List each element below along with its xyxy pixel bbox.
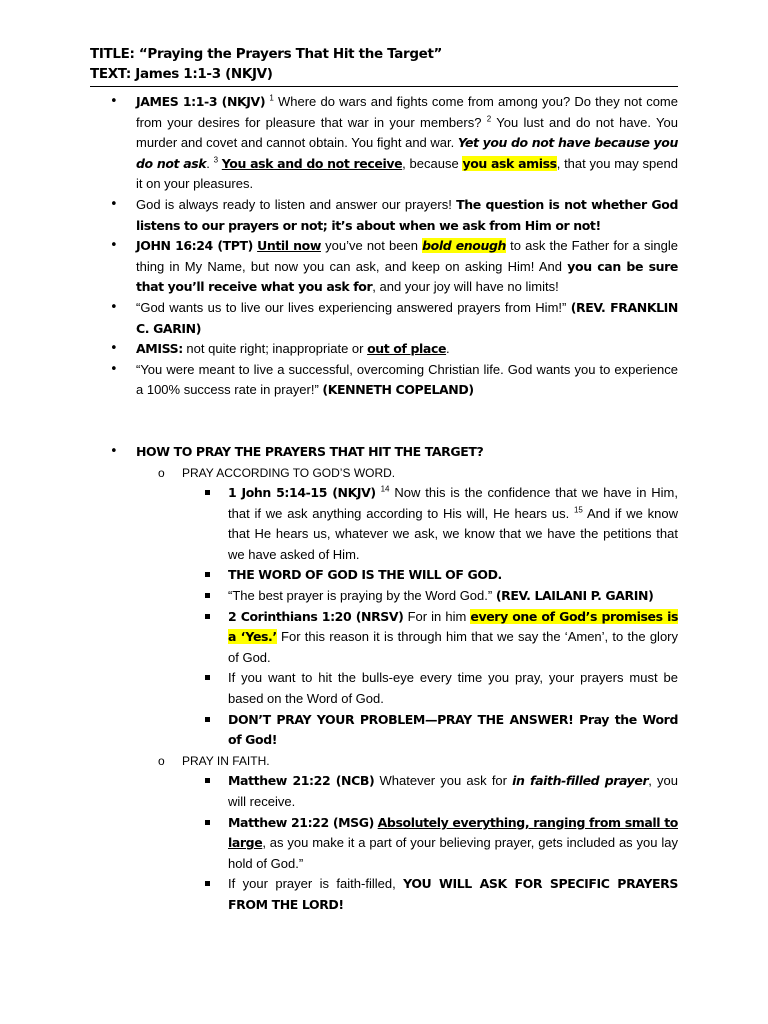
text-run: , you will receive. (228, 773, 679, 809)
text-run: to ask the Father for a single thing in My Name, but now you can ask, and keep on asking Him! And (136, 238, 678, 274)
header-divider (90, 86, 678, 87)
howto-list (90, 442, 678, 916)
text-run: , that you may spend it on your pleasures. (136, 155, 678, 192)
document-header (90, 44, 678, 87)
text-run: in faith-filled prayer (512, 773, 649, 789)
list-item (182, 586, 678, 607)
subsection-label: PRAY ACCORDING TO GOD’S WORD. (182, 465, 396, 480)
text-run: , as you make it a part of your believing prayer, gets included as you lay hold of God.” (228, 835, 678, 871)
subsection-items (182, 483, 678, 751)
text-run: you’ve not been (321, 238, 423, 254)
list-item (182, 668, 678, 709)
intro-list (90, 92, 678, 401)
text-run: . (206, 155, 214, 171)
text-run: (REV. FRANKLIN C. GARIN) (136, 299, 678, 336)
howto-heading-text (136, 444, 483, 459)
text-run: And if we know that He hears us, whatever we ask, we know that we have the petitions that we have asked of Him. (228, 505, 678, 562)
verse-number: 1 (269, 93, 274, 103)
list-item (182, 771, 678, 812)
subsection-faith (136, 751, 678, 916)
text-run: you can be sure that you’ll receive what you ask for (136, 258, 678, 295)
subsection-items (182, 771, 678, 915)
text-run: “God wants us to live our lives experiencing answered prayers from Him!” (136, 299, 571, 315)
verse-number: 14 (380, 484, 390, 494)
howto-subsections (136, 463, 678, 916)
text-run: Matthew 21:22 (MSG) (228, 814, 374, 830)
intro-item (90, 298, 678, 339)
text-run: YOU WILL ASK FOR SPECIFIC PRAYERS FROM THE LORD! (228, 876, 678, 912)
intro-item (90, 195, 678, 236)
list-item (182, 483, 678, 565)
text-run: HOW TO PRAY THE PRAYERS THAT HIT THE TARGET? (136, 443, 484, 459)
text-run: every one of God’s promises is a ‘Yes.’ (228, 608, 679, 645)
intro-item (90, 360, 678, 401)
list-item (182, 710, 678, 751)
text-run: If you want to hit the bulls-eye every time you pray, your prayers must be based on the Word of God. (228, 670, 678, 707)
text-run: JAMES 1:1-3 (NKJV) (136, 94, 266, 109)
text-run: DON’T PRAY YOUR PROBLEM—PRAY THE ANSWER! Pray the Word of God! (228, 711, 678, 748)
text-run: , and your joy will have no limits! (372, 279, 559, 295)
text-run: JOHN 16:24 (TPT) (136, 238, 253, 254)
list-item (182, 813, 678, 875)
text-run: , because (402, 155, 463, 171)
text-run: out of place (367, 341, 447, 357)
subsection-word (136, 463, 678, 751)
text-run: Whatever you ask for (374, 773, 513, 789)
text-run: (REV. LAILANI P. GARIN) (495, 588, 654, 604)
intro-item (90, 339, 678, 360)
text-run: For in him (403, 608, 471, 624)
text-run: not quite right; inappropriate or (182, 341, 368, 357)
list-item (182, 607, 678, 669)
text-run: . (446, 341, 450, 357)
text-run: Now this is the confidence that we have in Him, that if we ask anything according to His will, He hears us. (228, 485, 678, 521)
text-run: If your prayer is faith-filled, (228, 876, 404, 892)
text-run: (KENNETH COPELAND) (322, 382, 474, 398)
text-run: God is always ready to listen and answer our prayers! (136, 196, 457, 212)
text-run: For this reason it is through him that we say the ‘Amen’, to the glory of God. (228, 629, 678, 665)
text-run: 1 John 5:14-15 (NKJV) (228, 485, 376, 501)
sermon-title: TITLE: “Praying the Prayers That Hit the Target” (90, 46, 443, 62)
text-run: Matthew 21:22 (NCB) (228, 773, 375, 789)
verse-number: 2 (486, 114, 492, 124)
text-run: Yet you do not have because you do not ask (136, 135, 678, 171)
text-run: Where do wars and fights come from among you? Do they not come from your desires for pleasure that war in your members? (136, 94, 678, 130)
text-run: bold enough (422, 238, 507, 254)
text-run: THE WORD OF GOD IS THE WILL OF GOD. (228, 567, 502, 583)
text-run: You ask and do not receive (221, 155, 403, 171)
text-run: You lust and do not have. You murder and covet and cannot obtain. You fight and war. (136, 114, 678, 151)
text-run: “The best prayer is praying by the Word God.” (228, 588, 496, 604)
section-spacer (90, 401, 678, 442)
document-body (90, 92, 678, 916)
verse-number: 15 (573, 505, 583, 515)
list-item (182, 565, 678, 586)
text-run: “You were meant to live a successful, overcoming Christian life. God wants you to experience a 100% success rate in prayer!” (136, 361, 678, 398)
text-run: 2 Corinthians 1:20 (NRSV) (228, 608, 404, 624)
text-run: The question is not whether God listens to our prayers or not; it’s about when we ask from Him or not! (136, 196, 678, 233)
text-run: Absolutely everything, ranging from small to large (228, 814, 678, 851)
text-run: you ask amiss (462, 155, 557, 171)
text-run: Until now (257, 238, 321, 254)
intro-item (90, 92, 678, 195)
list-item (182, 874, 678, 915)
text-run: AMISS: (136, 341, 183, 357)
sermon-text-reference: TEXT: James 1:1-3 (NKJV) (90, 66, 273, 82)
intro-item (90, 236, 678, 298)
verse-number: 3 (213, 155, 219, 165)
howto-heading (90, 442, 678, 916)
subsection-label: PRAY IN FAITH. (182, 753, 270, 768)
